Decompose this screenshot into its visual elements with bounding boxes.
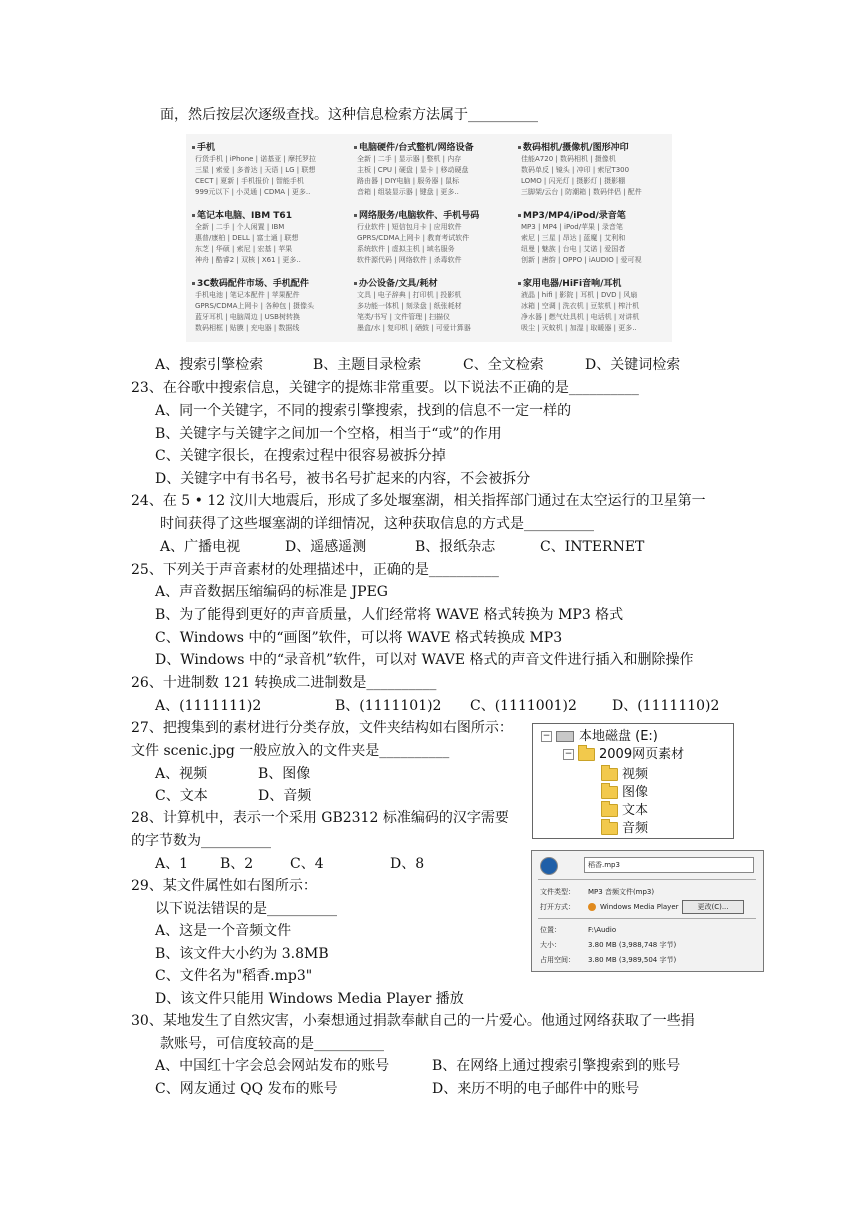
category-links: 音箱 | 组装显示器 | 键盘 | 更多..: [357, 188, 459, 196]
q28-stem-line2: 的字节数为__________: [131, 833, 271, 849]
divider: [538, 918, 756, 919]
category-title: 家用电器/HiFi音响/耳机: [523, 279, 622, 289]
category-digital-camera: [518, 138, 680, 198]
type-label: 文件类型：: [540, 888, 575, 896]
folder-icon: [601, 786, 618, 799]
category-links: 索尼 | 三星 | 昂达 | 蓝魔 | 艾利和: [521, 234, 626, 242]
filename-field: 稻香.mp3: [584, 857, 754, 873]
category-links: 全新 | 二手 | 个人闲置 | IBM: [195, 223, 285, 231]
q22-option-c: C、全文检索: [463, 357, 544, 373]
open-with-label: 打开方式：: [540, 903, 575, 911]
category-links: 多功能一体机 | 刻录盘 | 纸张耗材: [357, 302, 462, 310]
category-links: 冰箱 | 空调 | 洗衣机 | 豆浆机 | 榨汁机: [521, 302, 640, 310]
category-title: 电脑硬件/台式整机/网络设备: [359, 143, 474, 153]
q25-option-a: A、声音数据压缩编码的标准是 JPEG: [155, 584, 388, 600]
category-title: 3C数码配件市场、手机配件: [197, 279, 309, 289]
q29-stem: 29、某文件属性如右图所示：: [131, 878, 317, 894]
category-links: 手机电池 | 笔记本配件 | 苹果配件: [195, 291, 300, 299]
category-title: 网络服务/电脑软件、手机号码: [359, 211, 480, 221]
category-links: 行货手机 | iPhone | 诺基亚 | 摩托罗拉: [195, 155, 317, 163]
q24-option-b: B、报纸杂志: [415, 539, 496, 555]
category-title: 数码相机/摄像机/图形冲印: [523, 143, 629, 153]
q24-stem-line1: 24、在 5 • 12 汶川大地震后，形成了多处堰塞湖，相关指挥部门通过在太空运行的卫星第一: [131, 493, 706, 509]
category-directory-image: [186, 134, 672, 342]
q30-option-a: A、中国红十字会总会网站发布的账号: [155, 1058, 390, 1074]
q29-option-a: A、这是一个音频文件: [155, 923, 292, 939]
category-laptop: [192, 206, 354, 266]
category-links: 文具 | 电子辞典 | 打印机 | 投影机: [357, 291, 462, 299]
category-title: 手机: [197, 143, 216, 153]
open-with-value: Windows Media Player: [600, 903, 679, 911]
tree-folder-text: [601, 802, 648, 820]
tree-folder-audio: [601, 820, 648, 838]
category-network-software: [354, 206, 516, 266]
category-links: 创新 | 唐韵 | OPPO | iAUDIO | 爱可视: [521, 256, 642, 264]
category-links: 净水器 | 燃气灶具机 | 电话机 | 对讲机: [521, 313, 640, 321]
drive-icon: [556, 731, 574, 742]
location-value: F:\Audio: [588, 926, 617, 934]
q23-option-b: B、关键字与关键字之间加一个空格，相当于“或”的作用: [155, 426, 502, 442]
folder-label: 视频: [622, 767, 649, 782]
disk-size-label: 占用空间：: [540, 956, 575, 964]
drive-label: 本地磁盘 (E:): [579, 729, 658, 744]
category-title: 笔记本电脑、IBM T61: [197, 211, 292, 221]
category-office: [354, 274, 516, 334]
category-links: 纽曼 | 魅族 | 台电 | 艾诺 | 爱国者: [521, 245, 626, 253]
category-mp3: [518, 206, 680, 266]
q24-option-d: D、遥感遥测: [285, 539, 367, 555]
q26-stem: 26、十进制数 121 转换成二进制数是__________: [131, 675, 437, 691]
q25-option-c: C、Windows 中的“画图”软件，可以将 WAVE 格式转换成 MP3: [155, 630, 563, 646]
q28-stem-line1: 28、计算机中，表示一个采用 GB2312 标准编码的汉字需要: [131, 810, 509, 826]
q26-option-d: D、(1111110)2: [612, 698, 720, 714]
q22-option-a: A、搜索引擎检索: [155, 357, 264, 373]
divider: [538, 879, 756, 880]
category-links: 墨盒/水 | 复印机 | 硒鼓 | 可爱计算器: [357, 324, 471, 332]
folder-label: 音频: [622, 821, 649, 836]
category-links: 数码相框 | 贴膜 | 充电器 | 数据线: [195, 324, 300, 332]
q29-option-d: D、该文件只能用 Windows Media Player 播放: [155, 991, 464, 1007]
collapse-icon: −: [542, 731, 551, 741]
category-links: 蓝牙耳机 | 电脑周边 | USB树转换: [195, 313, 300, 321]
q30-option-c: C、网友通过 QQ 发布的账号: [155, 1081, 338, 1097]
q26-option-a: A、(1111111)2: [155, 698, 262, 714]
q23-stem: 23、在谷歌中搜索信息，关键字的提炼非常重要。以下说法不正确的是__________: [131, 380, 639, 396]
q27-stem-line2: 文件 scenic.jpg 一般应放入的文件夹是__________: [131, 743, 450, 759]
category-links: 佳能A720 | 数码相机 | 摄像机: [521, 155, 616, 163]
media-player-icon: [540, 857, 558, 875]
size-label: 大小：: [540, 941, 561, 949]
category-links: 软件源代码 | 网络软件 | 杀毒软件: [357, 256, 462, 264]
category-links: GPRS/CDMA上网卡 | 教育考试软件: [357, 234, 470, 242]
q29-option-c: C、文件名为"稻香.mp3": [155, 968, 313, 984]
q23-option-a: A、同一个关键字，不同的搜索引擎搜索，找到的信息不一定一样的: [155, 403, 572, 419]
tree-root-folder: [563, 746, 684, 764]
category-title: 办公设备/文具/耗材: [359, 279, 438, 289]
category-3c-accessories: [192, 274, 354, 334]
q24-option-c: C、INTERNET: [540, 539, 645, 555]
category-links: 主板 | CPU | 硬盘 | 显卡 | 移动硬盘: [357, 166, 469, 174]
q27-option-a: A、视频: [155, 766, 208, 782]
q26-option-c: C、(1111001)2: [470, 698, 577, 714]
change-button: 更改(C)...: [682, 900, 744, 914]
question-22-stem-tail: 面，然后按层次逐级查找。这种信息检索方法属于__________: [160, 107, 538, 123]
q29-substem: 以下说法错误的是__________: [155, 901, 337, 917]
category-links: 三星 | 索爱 | 多普达 | 天语 | LG | 联想: [195, 166, 316, 174]
q25-stem: 25、下列关于声音素材的处理描述中，正确的是__________: [131, 562, 499, 578]
disk-size-value: 3.80 MB (3,989,504 字节): [588, 956, 677, 964]
q22-option-b: B、主题目录检索: [313, 357, 422, 373]
category-links: 行业软件 | 短信包月卡 | 应用软件: [357, 223, 462, 231]
folder-icon: [601, 768, 618, 781]
q30-stem-line2: 款账号，可信度较高的是__________: [160, 1036, 384, 1052]
tree-drive-node: [541, 728, 658, 746]
q30-option-b: B、在网络上通过搜索引擎搜索到的账号: [432, 1058, 681, 1074]
category-mobile: [192, 138, 354, 198]
tree-folder-video: [601, 766, 648, 784]
category-links: 惠普/康柏 | DELL | 富士通 | 联想: [195, 234, 299, 242]
category-links: CECT | 夏新 | 手机报价 | 智能手机: [195, 177, 304, 185]
q30-option-d: D、来历不明的电子邮件中的账号: [432, 1081, 640, 1097]
q28-option-c: C、4: [290, 856, 324, 872]
q28-option-a: A、1: [155, 856, 189, 872]
category-links: 数码单反 | 镜头 | 冲印 | 索尼T300: [521, 166, 630, 174]
q28-option-d: D、8: [390, 856, 425, 872]
q27-option-b: B、图像: [258, 766, 311, 782]
collapse-icon: −: [564, 749, 573, 759]
category-title: MP3/MP4/iPod/录音笔: [523, 211, 626, 221]
category-links: LOMO | 闪光灯 | 摄影灯 | 摄影棚: [521, 177, 626, 185]
q29-option-b: B、该文件大小约为 3.8MB: [155, 946, 329, 962]
q22-option-d: D、关键词检索: [585, 357, 681, 373]
folder-icon: [578, 748, 595, 761]
category-links: 999元以下 | 小灵通 | CDMA | 更多..: [195, 188, 311, 196]
category-links: 三脚架/云台 | 防潮箱 | 数码伴侣 | 配件: [521, 188, 642, 196]
category-links: 吸尘 | 灭蚊机 | 加湿 | 取暖器 | 更多..: [521, 324, 637, 332]
q24-stem-line2: 时间获得了这些堰塞湖的详细情况，这种获取信息的方式是__________: [160, 516, 594, 532]
folder-label: 文本: [622, 803, 649, 818]
category-links: 东芝 | 华硕 | 索尼 | 宏基 | 苹果: [195, 245, 293, 253]
location-label: 位置：: [540, 926, 561, 934]
category-appliances: [518, 274, 680, 334]
category-computer-hardware: [354, 138, 516, 198]
q27-option-c: C、文本: [155, 788, 208, 804]
q30-stem-line1: 30、某地发生了自然灾害，小秦想通过捐款奉献自己的一片爱心。他通过网络获取了一些捐: [131, 1013, 695, 1029]
category-links: 全新 | 二手 | 显示器 | 整机 | 内存: [357, 155, 462, 163]
folder-icon: [601, 822, 618, 835]
category-links: 液晶 | hifi | 影院 | 耳机 | DVD | 风扇: [521, 291, 638, 299]
folder-icon: [601, 804, 618, 817]
category-links: 路由器 | DIY电脑 | 服务器 | 鼠标: [357, 177, 460, 185]
q23-option-d: D、关键字中有书名号，被书名号扩起来的内容，不会被拆分: [155, 471, 531, 487]
q28-option-b: B、2: [220, 856, 254, 872]
q23-option-c: C、关键字很长，在搜索过程中很容易被拆分掉: [155, 448, 446, 464]
file-properties-image: [531, 850, 764, 972]
q24-option-a: A、广播电视: [160, 539, 241, 555]
category-links: 笔类/书写 | 文件管理 | 扫描仪: [357, 313, 450, 321]
folder-tree-image: [532, 723, 734, 839]
folder-label: 2009网页素材: [599, 747, 685, 762]
tree-folder-image: [601, 784, 648, 802]
size-value: 3.80 MB (3,988,748 字节): [588, 941, 677, 949]
type-value: MP3 音频文件(mp3): [588, 888, 655, 896]
wmp-small-icon: [588, 903, 596, 911]
category-links: MP3 | MP4 | iPod/苹果 | 录音笔: [521, 223, 623, 231]
category-links: 系统软件 | 虚拟主机 | 域名服务: [357, 245, 455, 253]
q27-stem-line1: 27、把搜集到的素材进行分类存放，文件夹结构如右图所示：: [131, 720, 513, 736]
q27-option-d: D、音频: [258, 788, 312, 804]
q26-option-b: B、(1111101)2: [335, 698, 442, 714]
category-links: GPRS/CDMA上网卡 | 各种包 | 摄像头: [195, 302, 315, 310]
q25-option-d: D、Windows 中的“录音机”软件，可以对 WAVE 格式的声音文件进行插入和删除操作: [155, 652, 694, 668]
folder-label: 图像: [622, 785, 649, 800]
q25-option-b: B、为了能得到更好的声音质量，人们经常将 WAVE 格式转换为 MP3 格式: [155, 607, 624, 623]
category-links: 神舟 | 酷睿2 | 双核 | X61 | 更多..: [195, 256, 301, 264]
